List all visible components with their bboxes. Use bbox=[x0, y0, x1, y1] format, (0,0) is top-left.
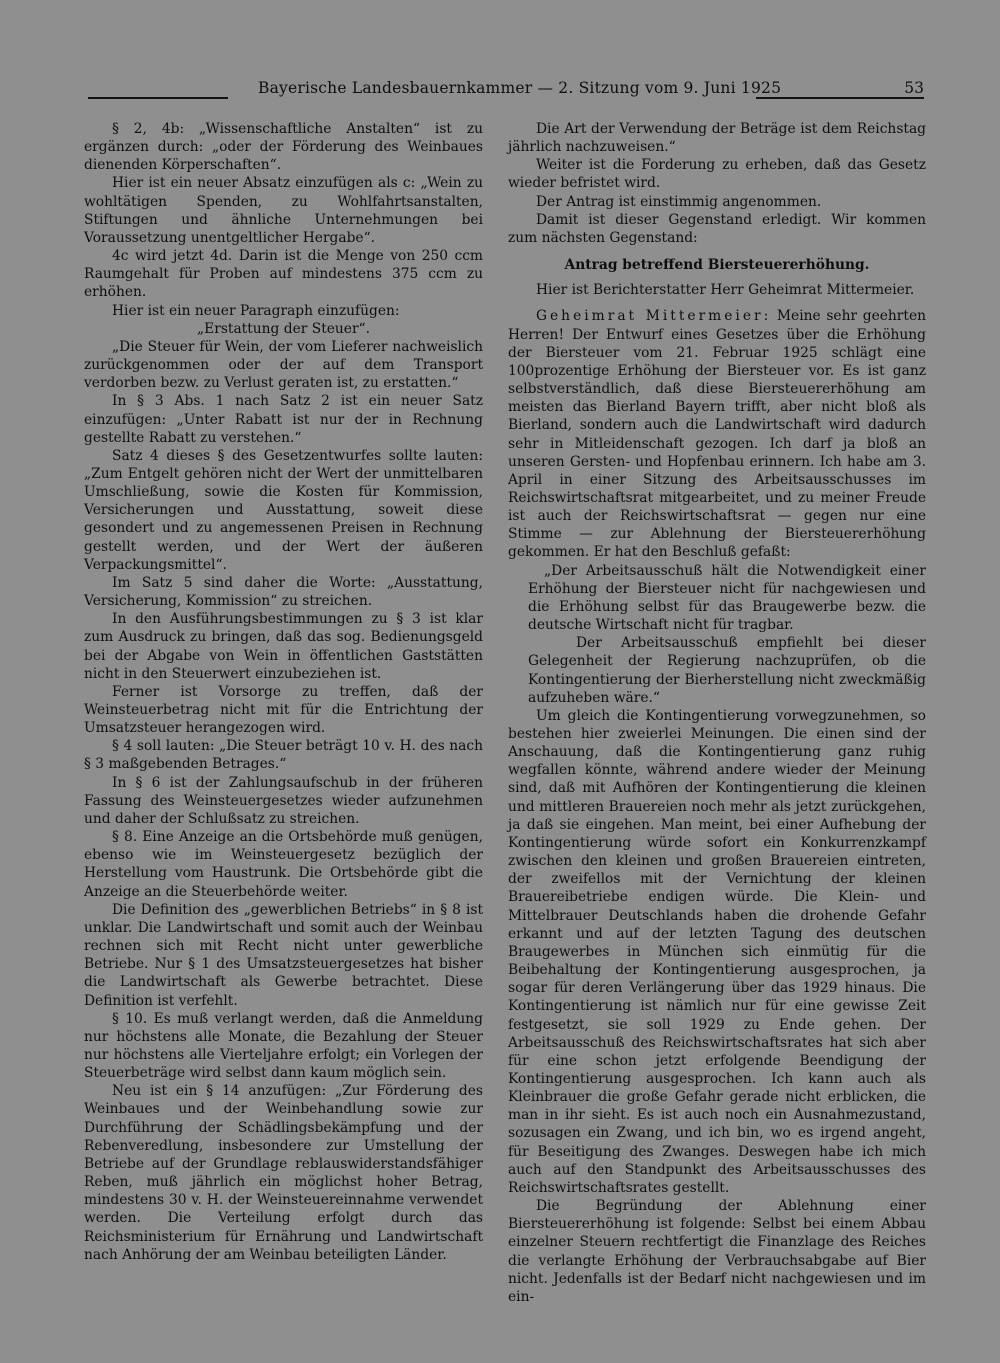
speech-paragraph bbox=[508, 307, 926, 561]
paragraph: § 10. Es muß verlangt werden, daß die Anmeldung nur höchstens alle Monate, die Bezahlung der Steuer nur höchstens alle Vierteljahre erfolgt; ein Vorlegen der Steuerbeträge wird selbst dann kaum möglich sein. bbox=[84, 1010, 483, 1082]
paragraph: Neu ist ein § 14 anzufügen: „Zur Förderung des Weinbaues und der Weinbehandlung sowie zur Durchführung der Schädlingsbekämpfung und der Rebenveredlung, insbesondere zur Umstellung der Betriebe auf der Grundlage reblauswiderstandsfähiger Reben, muß jährlich ein möglichst hoher Betrag, mindestens 30 v. H. der Weinsteuereinnahme verwendet werden. Die Verteilung erfolgt durch das Reichsministerium für Ernährung und Landwirtschaft nach Anhörung der am Weinbau beteiligten Länder. bbox=[84, 1083, 483, 1263]
paragraph: Die Definition des „gewerblichen Betriebs“ in § 8 ist unklar. Die Landwirtschaft und somit auch der Weinbau rechnen sich mit Recht nicht unter gewerbliche Betriebe. Nur § 1 des Umsatzsteuergesetzes hat bisher die Landwirtschaft als Gewerbe betrachtet. Diese Definition ist verfehlt. bbox=[84, 901, 483, 1009]
quote-paragraph: „Der Arbeitsausschuß hält die Notwendigkeit einer Erhöhung der Biersteuer nicht für nachgewiesen und die Erhöhung selbst für das Braugewerbe bezw. die deutsche Wirtschaft nicht für tragbar. bbox=[528, 562, 926, 634]
paragraph: 4c wird jetzt 4d. Darin ist die Menge von 250 ccm Raumgehalt für Proben auf mindestens 375 ccm zu erhöhen. bbox=[84, 248, 483, 301]
paragraph: Hier ist ein neuer Paragraph einzufügen: bbox=[112, 302, 400, 319]
right-column bbox=[508, 120, 926, 1306]
paragraph: In § 3 Abs. 1 nach Satz 2 ist ein neuer Satz einzufügen: „Unter Rabatt ist nur der in Rechnung gestellte Rabatt zu verstehen.“ bbox=[84, 393, 483, 446]
paragraph: § 2, 4b: „Wissenschaftliche Anstalten“ ist zu ergänzen durch: „oder der Förderung des Weinbaues dienenden Körperschaften“. bbox=[84, 121, 483, 174]
paragraph: § 4 soll lauten: „Die Steuer beträgt 10 v. H. des nach § 3 maßgebenden Betrages.“ bbox=[84, 738, 483, 773]
speech-text: Meine sehr geehrten Herren! Der Entwurf eines Gesetzes über die Erhöhung der Biersteuer vom 21. Februar 1925 schlägt eine 100prozentige Erhöhung der Biersteuer vor. Es ist ganz selbstverständlich, daß diese Biersteuererhöhung am meisten das Bierland Bayern trifft, aber nicht bloß als Bierland, sondern auch die Landwirtschaft wird dadurch sehr in Mitleidenschaft gezogen. Ich darf ja bloß an unseren Gersten- und Hopfenbau erinnern. Ich habe am 3. April in einer Sitzung des Arbeitsausschusses im Reichswirtschaftsrat mitgearbeitet, und zu meiner Freude ist auch der Reichswirtschaftsrat — gegen nur eine Stimme — zur Ablehnung der Biersteuererhöhung gekommen. Er hat den Beschluß gefaßt: bbox=[508, 308, 926, 561]
paragraph: § 8. Eine Anzeige an die Ortsbehörde muß genügen, ebenso wie im Weinsteuergesetz bezüglich der Herstellung vom Haustrunk. Die Ortsbehörde gibt die Anzeige an die Steuerbehörde weiter. bbox=[84, 829, 483, 900]
paragraph: „Die Steuer für Wein, der vom Lieferer nachweislich zurückgenommen oder der auf dem Transport verdorben bezw. zu Verlust geraten ist, zu erstatten.“ bbox=[84, 338, 483, 392]
paragraph: Hier ist Berichterstatter Herr Geheimrat Mittermeier. bbox=[536, 282, 915, 299]
paragraph: Im Satz 5 sind daher die Worte: „Ausstattung, Versicherung, Kommission“ zu streichen. bbox=[84, 574, 483, 610]
paragraph: Weiter ist die Forderung zu erheben, daß das Gesetz wieder befristet wird. bbox=[508, 157, 926, 192]
paragraph: Die Art der Verwendung der Beträge ist dem Reichstag jährlich nachzuweisen.“ bbox=[508, 121, 926, 156]
section-heading: Antrag betreffend Biersteuererhöhung. bbox=[564, 257, 870, 274]
header-rule-right bbox=[756, 97, 924, 99]
left-column bbox=[84, 120, 483, 1264]
header-rule-left bbox=[88, 97, 228, 99]
paragraph: Hier ist ein neuer Absatz einzufügen als c: „Wein zu wohltätigen Spenden, zu Wohlfahrtsanstalten, Stiftungen und ähnliche Unternehmungen bei Voraussetzung unentgeltlicher Hergabe“. bbox=[84, 175, 483, 246]
paragraph: Ferner ist Vorsorge zu treffen, daß der Weinsteuerbetrag nicht mit für die Entrichtung der Umsatzsteuer herangezogen wird. bbox=[84, 683, 483, 737]
paragraph: Die Begründung der Ablehnung einer Biersteuererhöhung ist folgende: Selbst bei einem Abbau einzelner Steuern rechtfertigt die Finanzlage des Reiches die verlangte Erhöhung der Verbrauchsabgabe auf Bier nicht. Jedenfalls ist der Bedarf nicht nachgewiesen und im ein- bbox=[508, 1198, 926, 1305]
paragraph: In den Ausführungsbestimmungen zu § 3 ist klar zum Ausdruck zu bringen, daß das sog. Bedienungsgeld bei der Abgabe von Wein in öffentlichen Gaststätten nicht in den Steuerwert einzubeziehen ist. bbox=[84, 611, 483, 682]
paragraph: Um gleich die Kontingentierung vorwegzunehmen, so bestehen hier zweierlei Meinungen. Die einen sind der Anschauung, daß die Kontingentierung ganz ruhig wegfallen könnte, während andere wieder der Meinung sind, daß mit Aufhören der Kontingentierung die kleinen und mittleren Brauereien noch mehr als jetzt zurückgehen, ja daß sie eingehen. Man meint, bei einer Aufhebung der Kontingentierung würde sofort ein Konkurrenzkampf zwischen den kleinen und großen Brauereien eintreten, der zweifellos mit der Vernichtung der kleinen Brauereibetriebe endigen würde. Die Klein- und Mittelbrauer Deutschlands haben die drohende Gefahr erkannt und auf der letzten Tagung des deutschen Braugewerbes in München sich einmütig für die Beibehaltung der Kontingentierung ausgesprochen, ja sogar für deren Verlängerung über das 1929 hinaus. Die Kontingentierung ist nämlich nur für eine gewisse Zeit festgesetzt, sie soll 1929 zu Ende gehen. Der Arbeitsausschuß des Reichswirtschaftsrates hat sich aber für eine schon jetzt erfolgende Beendigung der Kontingentierung ausgesprochen. Ich kann auch als Kleinbrauer die große Gefahr gerade nicht erblicken, die man in ihr sieht. Es ist auch noch ein Ausnahmezustand, sozusagen ein Zwang, und ich bin, wo es irgend angeht, für Beseitigung des Zwanges. Deswegen habe ich mich auch auf den Standpunkt des Arbeitsausschusses des Reichswirtschaftsrates gestellt. bbox=[508, 707, 926, 1196]
quote-paragraph: Der Arbeitsausschuß empfiehlt bei dieser Gelegenheit der Regierung nachzuprüfen, ob die Kontingentierung der Bierherstellung nicht zweckmäßig aufzuheben wäre.“ bbox=[528, 635, 926, 706]
paragraph-heading: „Erstattung der Steuer“. bbox=[197, 320, 370, 337]
running-header bbox=[88, 77, 924, 99]
paragraph: Damit ist dieser Gegenstand erledigt. Wir kommen zum nächsten Gegenstand: bbox=[508, 211, 926, 246]
paragraph: Satz 4 dieses § des Gesetzentwurfes sollte lauten: „Zum Entgelt gehören nicht der Wert der unmittelbaren Umschließung, sowie die Kosten für Kommission, Versicherungen und Ausstattung, soweit diese gesondert und zu angemessenen Preisen in Rechnung gestellt werden, und der Wert der äußeren Verpackungsmittel“. bbox=[84, 447, 483, 573]
paragraph: Der Antrag ist einstimmig angenommen. bbox=[536, 193, 822, 210]
paragraph: In § 6 ist der Zahlungsaufschub in der früheren Fassung des Weinsteuergesetzes wieder aufzunehmen und daher der Schlußsatz zu streichen. bbox=[84, 774, 483, 827]
header-title: Bayerische Landesbauernkammer — 2. Sitzung vom 9. Juni 1925 bbox=[258, 79, 782, 97]
speaker-name: Geheimrat Mittermeier: bbox=[536, 308, 772, 325]
page-number: 53 bbox=[904, 79, 924, 97]
